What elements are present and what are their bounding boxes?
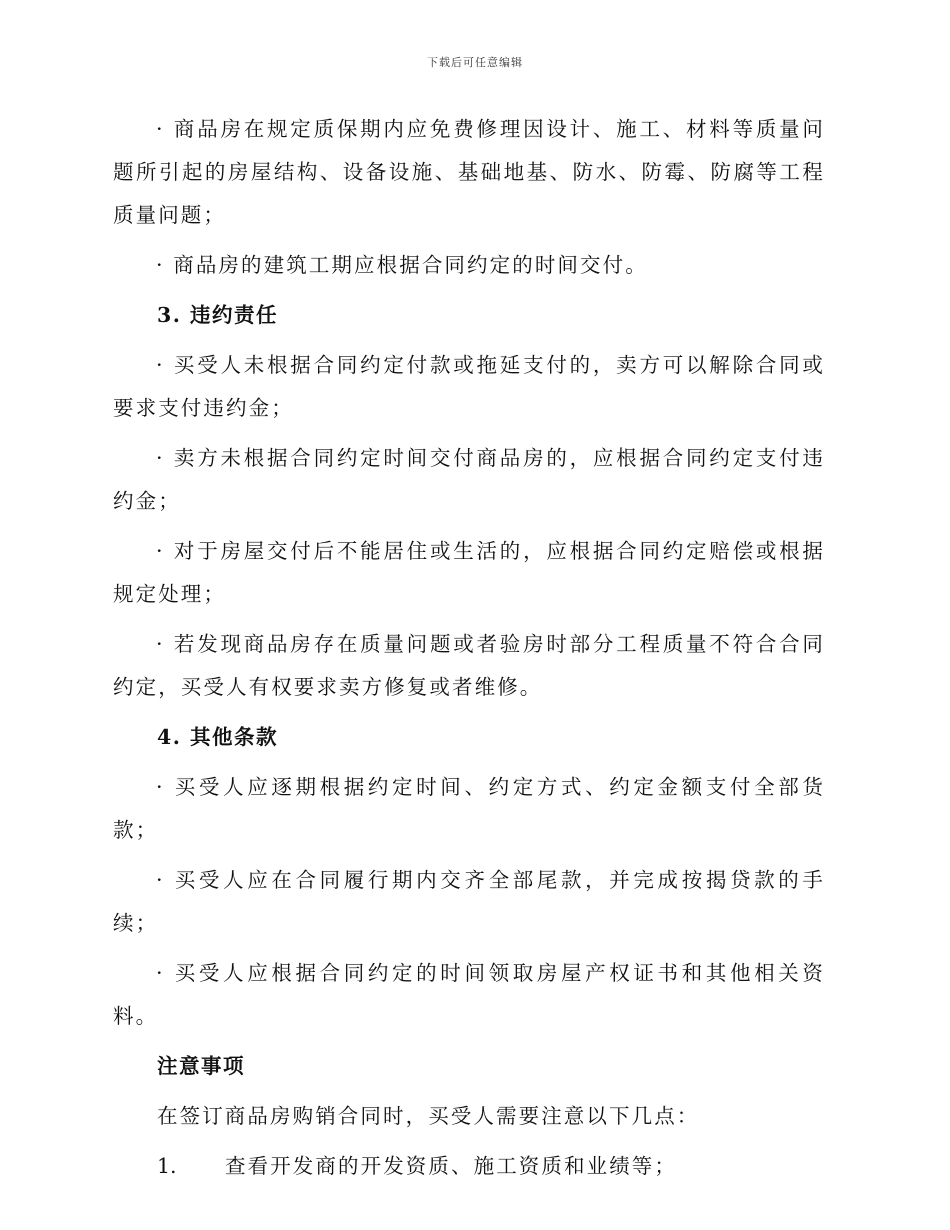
paragraph-final-payment: · 买受人应在合同履行期内交齐全部尾款，并完成按揭贷款的手续； xyxy=(113,868,825,935)
page-header: 下载后可任意编辑 xyxy=(427,56,523,69)
paragraph-seller-delivery-default: · 卖方未根据合同约定时间交付商品房的，应根据合同约定支付违约金； xyxy=(113,446,825,513)
section-heading-other-terms: 4. 其他条款 xyxy=(157,725,279,749)
section-heading-notes: 注意事项 xyxy=(157,1054,245,1078)
paragraph-construction-period: · 商品房的建筑工期应根据合同约定的时间交付。 xyxy=(156,253,648,277)
list-item-text: 查看开发商的开发资质、施工资质和业绩等； xyxy=(225,1154,677,1178)
paragraph-notes-intro: 在签订商品房购销合同时，买受人需要注意以下几点： xyxy=(157,1104,700,1128)
section-heading-liability: 3. 违约责任 xyxy=(157,303,279,327)
list-item xyxy=(157,1145,825,1188)
document-body xyxy=(113,108,825,1195)
paragraph-uninhabitable: · 对于房屋交付后不能居住或生活的，应根据合同约定赔偿或根据规定处理； xyxy=(113,539,825,606)
list-item-number: 1. xyxy=(157,1154,177,1178)
paragraph-property-certificate: · 买受人应根据合同约定的时间领取房屋产权证书和其他相关资料。 xyxy=(113,961,825,1028)
paragraph-quality-issue: · 若发现商品房存在质量问题或者验房时部分工程质量不符合合同约定，买受人有权要求卖方修复或者维修。 xyxy=(113,632,825,699)
paragraph-installment-payment: · 买受人应逐期根据约定时间、约定方式、约定金额支付全部货款； xyxy=(113,775,825,842)
paragraph-warranty: · 商品房在规定质保期内应免费修理因设计、施工、材料等质量问题所引起的房屋结构、设备设施、基础地基、防水、防霉、防腐等工程质量问题； xyxy=(113,117,825,227)
paragraph-buyer-payment-default: · 买受人未根据合同约定付款或拖延支付的，卖方可以解除合同或要求支付违约金； xyxy=(113,353,825,420)
